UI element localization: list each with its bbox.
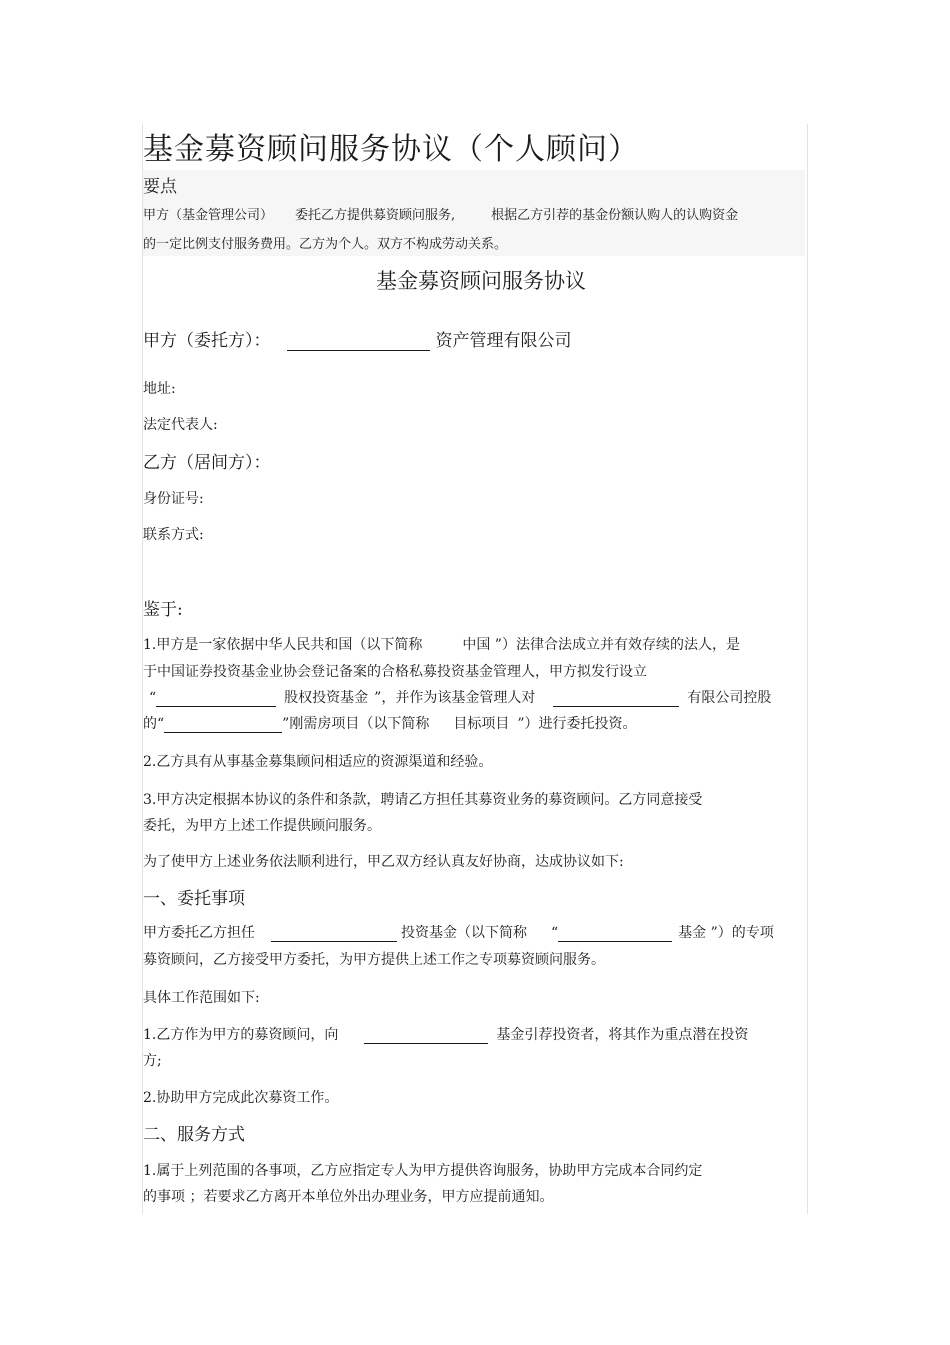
party-a-label: 甲方（委托方）：	[143, 331, 271, 351]
section-1-line2: 募资顾问，乙方接受甲方委托，为甲方提供上述工作之专项募资顾问服务。	[143, 952, 605, 968]
party-a-line	[143, 326, 572, 351]
fund-name-blank[interactable]	[156, 690, 276, 707]
scope-label: 具体工作范围如下:	[143, 990, 260, 1006]
section-2-line2: 的事项 ；若要求乙方离开本单位外出办理业务，甲方应提前通知。	[143, 1189, 554, 1205]
scope-item-1	[143, 1024, 748, 1044]
id-number-label: 身份证号:	[143, 491, 204, 507]
paragraph-text: ”刚需房项目（以下简称	[282, 716, 430, 732]
whereas-p1-line3	[143, 687, 771, 707]
party-b-label: 乙方（居间方）：	[143, 453, 271, 473]
whereas-p1-line4	[143, 713, 637, 733]
paragraph-text: 中国 ”）法律合法成立并有效存续的法人，是	[462, 637, 740, 653]
section-1-heading: 一、委托事项	[143, 889, 245, 909]
quote-mark: “	[551, 925, 559, 941]
summary-line-1	[143, 204, 738, 223]
document-title: 基金募资顾问服务协议（个人顾问）	[143, 132, 639, 167]
summary-line-2: 的一定比例支付服务费用。乙方为个人。双方不构成劳动关系。	[143, 237, 508, 252]
section-2-line1: 1.属于上列范围的各事项，乙方应指定专人为甲方提供咨询服务，协助甲方完成本合同约定	[143, 1163, 703, 1179]
paragraph-text: 有限公司控股	[687, 690, 772, 706]
company-blank[interactable]	[553, 690, 679, 707]
legal-rep-label: 法定代表人:	[143, 417, 218, 433]
company-name-blank[interactable]	[287, 330, 430, 351]
section-2-heading: 二、服务方式	[143, 1125, 245, 1145]
paragraph-text: 股权投资基金	[284, 690, 369, 706]
paragraph-text: 基金引荐投资者，将其作为重点潜在投资	[496, 1027, 749, 1043]
paragraph-text: 1.甲方是一家依据中华人民共和国（以下简称	[143, 637, 423, 653]
paragraph-text: ”）进行委托投资。	[517, 716, 637, 732]
paragraph-text: 基金 ”）的专项	[678, 925, 774, 941]
agreement-title: 基金募资顾问服务协议	[376, 269, 586, 293]
fund-blank[interactable]	[271, 925, 397, 942]
summary-heading: 要点	[143, 177, 177, 197]
whereas-p4: 为了使甲方上述业务依法顺利进行，甲乙双方经认真友好协商，达成协议如下:	[143, 854, 624, 870]
whereas-p1-line2: 于中国证券投资基金业协会登记备案的合格私募投资基金管理人，甲方拟发行设立	[143, 664, 647, 680]
paragraph-text: 甲方委托乙方担任	[143, 925, 255, 941]
paragraph-text: ”，并作为该基金管理人对	[374, 690, 536, 706]
scope-item-1-cont: 方;	[143, 1053, 162, 1069]
project-name-blank[interactable]	[164, 716, 282, 733]
whereas-heading: 鉴于:	[143, 600, 183, 620]
paragraph-text: 目标项目	[453, 716, 510, 732]
scope-item-2: 2.协助甲方完成此次募资工作。	[143, 1090, 339, 1106]
whereas-p2: 2.乙方具有从事基金募集顾问相适应的资源渠道和经验。	[143, 754, 493, 770]
address-label: 地址:	[143, 381, 176, 397]
investor-fund-blank[interactable]	[364, 1027, 488, 1044]
quote-mark: “	[149, 690, 157, 706]
contact-label: 联系方式:	[143, 527, 204, 543]
whereas-p3-line1: 3.甲方决定根据本协议的条件和条款，聘请乙方担任其募资业务的募资顾问。乙方同意接受	[143, 792, 703, 808]
summary-text: 委托乙方提供募资顾问服务,	[295, 208, 456, 223]
fund-short-name-blank[interactable]	[558, 925, 672, 942]
whereas-p3-line2: 委托，为甲方上述工作提供顾问服务。	[143, 818, 381, 834]
whereas-p1-line1	[143, 634, 740, 654]
summary-text: 甲方（基金管理公司）	[143, 208, 274, 223]
paragraph-text: 的“	[143, 716, 165, 732]
paragraph-text: 1.乙方作为甲方的募资顾问，向	[143, 1027, 339, 1043]
paragraph-text: 投资基金（以下简称	[401, 925, 527, 941]
company-suffix: 资产管理有限公司	[435, 331, 572, 351]
summary-text: 根据乙方引荐的基金份额认购人的认购资金	[491, 208, 739, 223]
section-1-line1	[143, 922, 774, 942]
